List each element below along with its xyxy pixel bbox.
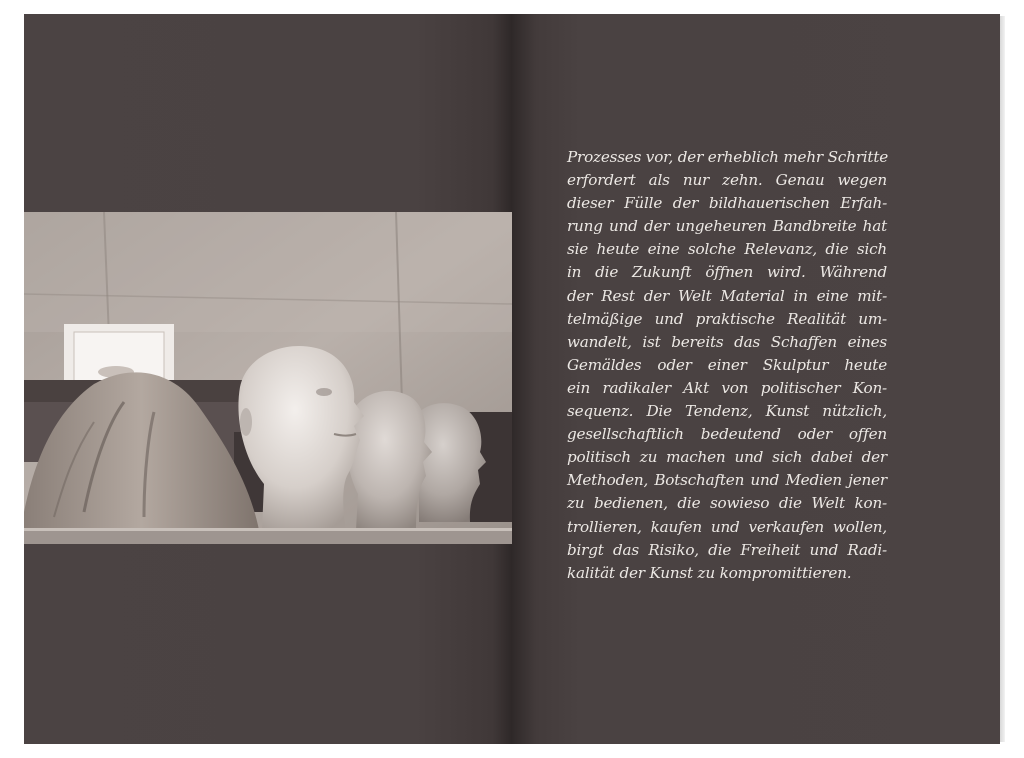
text-line: kalität der Kunst zu kompromittieren. [567,563,852,582]
text-line: Methoden, Botschaften und Medien jener [567,471,887,490]
text-line: politisch zu machen und sich dabei der [567,448,887,467]
text-line: telmäßige und praktische Realität um- [567,309,887,328]
text-line: erfordert als nur zehn. Genau wegen [567,171,887,190]
body-text [567,146,887,585]
text-line: Gemäldes oder einer Skulptur heute [567,355,887,374]
text-line: trollieren, kaufen und verkaufen wollen, [567,517,887,536]
sculpture-heads-photo [24,212,512,544]
text-line: wandelt, ist bereits das Schaffen eines [567,332,887,351]
page-edge [1000,16,1005,742]
text-line: sequenz. Die Tendenz, Kunst nützlich, [567,402,887,421]
text-line: der Rest der Welt Material in eine mit- [567,286,887,305]
text-line: ein radikaler Akt von politischer Kon- [567,378,887,397]
text-line: Prozesses vor, der erheblich mehr Schritte [567,148,889,166]
text-line: dieser Fülle der bildhauerischen Erfah- [567,194,887,213]
text-line: birgt das Risiko, die Freiheit und Radi- [567,540,887,559]
text-line: gesellschaftlich bedeutend oder offen [567,425,887,444]
text-line: sie heute eine solche Relevanz, die sich [567,240,887,259]
text-line: rung und der ungeheuren Bandbreite hat [567,217,887,236]
text-line: zu bedienen, die sowieso die Welt kon- [567,494,887,513]
text-line: in die Zukunft öffnen wird. Während [567,263,887,282]
